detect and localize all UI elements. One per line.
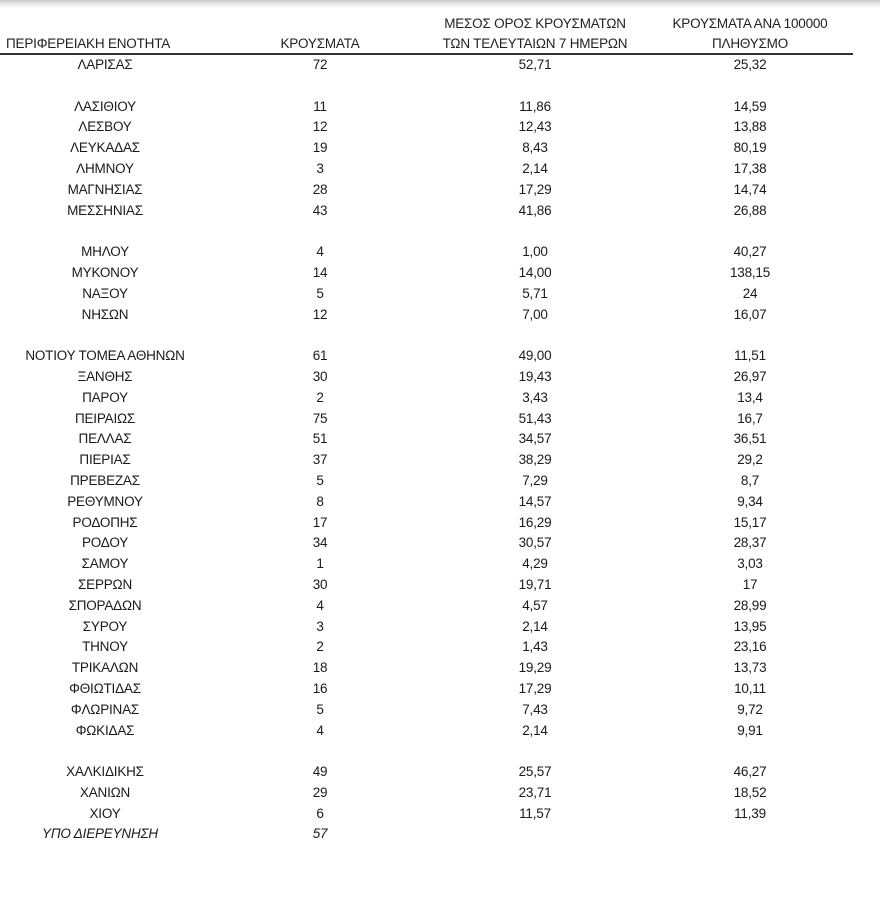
cell-cases: 18: [312, 660, 328, 676]
table-row: [0, 783, 880, 804]
blank-row: [0, 76, 880, 97]
cell-cases-per-100k: 9,91: [737, 722, 763, 738]
cell-regional-unit: ΧΑΝΙΩΝ: [79, 784, 131, 800]
table-row: [0, 55, 880, 76]
cell-regional-unit: ΧΑΛΚΙΔΙΚΗΣ: [66, 764, 144, 780]
cell-regional-unit: ΣΕΡΡΩΝ: [78, 576, 132, 592]
cell-cases-per-100k: 11,39: [734, 805, 766, 821]
cell-regional-unit: ΜΥΚΟΝΟΥ: [71, 264, 139, 280]
table-row: [0, 513, 880, 534]
cell-7day-average: 11,86: [519, 98, 551, 114]
cell-regional-unit: ΣΑΜΟΥ: [81, 556, 129, 572]
cell-7day-average: 14,00: [518, 264, 552, 280]
cell-cases: 72: [312, 57, 328, 72]
cell-regional-unit: ΜΑΓΝΗΣΙΑΣ: [67, 181, 143, 197]
table-row: [0, 367, 880, 388]
cell-cases: 30: [312, 576, 328, 592]
table-row: [0, 471, 880, 492]
cell-cases-per-100k: 13,95: [733, 618, 767, 634]
table-body: [0, 55, 880, 845]
table-row: [0, 492, 880, 513]
cell-cases: 16: [312, 680, 328, 696]
cell-7day-average: 41,86: [518, 202, 552, 218]
cell-cases: 1: [316, 556, 324, 572]
table-row: [0, 242, 880, 263]
cell-cases-per-100k: 29,2: [737, 452, 763, 468]
cell-regional-unit: ΝΟΤΙΟΥ ΤΟΜΕΑ ΑΘΗΝΩΝ: [25, 348, 185, 364]
cell-cases: 57: [312, 826, 328, 842]
column-header-7day-average-line2: ΤΩΝ ΤΕΛΕΥΤΑΙΩΝ 7 ΗΜΕΡΩΝ: [442, 36, 628, 51]
cell-cases: 28: [312, 181, 328, 197]
column-header-cases: ΚΡΟΥΣΜΑΤΑ: [280, 36, 360, 51]
cell-7day-average: 17,29: [518, 680, 552, 696]
cell-7day-average: 25,57: [518, 764, 552, 780]
cell-cases-per-100k: 18,52: [733, 784, 767, 800]
cell-cases: 5: [316, 472, 324, 488]
column-header-7day-average: [425, 14, 645, 54]
cell-regional-unit: ΛΑΡΙΣΑΣ: [77, 57, 133, 72]
cell-7day-average: 11,57: [519, 805, 551, 821]
cell-cases-per-100k: 10,11: [734, 680, 766, 696]
cell-cases-per-100k: 13,88: [733, 119, 767, 135]
cell-cases-per-100k: 36,51: [733, 431, 767, 447]
cell-cases-per-100k: 13,4: [737, 389, 763, 405]
cell-cases: 61: [312, 348, 328, 364]
table-row: [0, 700, 880, 721]
cell-regional-unit: ΡΟΔΟΥ: [81, 535, 129, 551]
table-row: [0, 617, 880, 638]
cell-7day-average: 19,43: [518, 368, 552, 384]
cell-cases-per-100k: 17: [742, 576, 758, 592]
table-row: [0, 180, 880, 201]
cell-cases: 19: [312, 140, 328, 156]
cell-regional-unit: ΛΕΥΚΑΔΑΣ: [70, 140, 140, 156]
cell-cases-per-100k: 24: [742, 285, 758, 301]
cell-cases-per-100k: 15,17: [733, 514, 767, 530]
cell-cases-per-100k: 40,27: [733, 244, 767, 260]
cell-regional-unit: ΝΑΞΟΥ: [82, 285, 128, 301]
cell-7day-average: 17,29: [518, 181, 552, 197]
cell-regional-unit: ΣΥΡΟΥ: [82, 618, 128, 634]
table-row: [0, 637, 880, 658]
cell-regional-unit: ΤΗΝΟΥ: [82, 639, 128, 655]
cell-cases-per-100k: 9,34: [737, 493, 763, 509]
cell-cases: 43: [312, 202, 328, 218]
column-header-cases-per-100k: [640, 14, 860, 54]
cell-cases: 4: [316, 722, 324, 738]
cell-regional-unit: ΡΕΘΥΜΝΟΥ: [67, 493, 143, 509]
cell-cases-per-100k: 11,51: [734, 348, 766, 364]
table-row: [0, 388, 880, 409]
cell-cases: 12: [312, 306, 328, 322]
cell-cases-per-100k: 16,7: [737, 410, 763, 426]
cell-cases-per-100k: 9,72: [737, 701, 763, 717]
cell-7day-average: 1,00: [522, 244, 548, 260]
table-row: [0, 554, 880, 575]
table-row: [0, 159, 880, 180]
cell-regional-unit: ΞΑΝΘΗΣ: [77, 368, 133, 384]
table-row: [0, 575, 880, 596]
cell-cases: 6: [316, 805, 324, 821]
cell-regional-unit: ΛΗΜΝΟΥ: [76, 160, 134, 176]
cell-cases: 8: [316, 493, 324, 509]
cell-cases-per-100k: 46,27: [733, 764, 767, 780]
table-row: [0, 658, 880, 679]
cell-cases: 51: [312, 431, 328, 447]
cell-regional-unit: ΠΑΡΟΥ: [82, 389, 128, 405]
cell-regional-unit: ΠΙΕΡΙΑΣ: [79, 452, 131, 468]
cell-7day-average: 2,14: [522, 160, 548, 176]
cell-cases: 34: [312, 535, 328, 551]
cell-regional-unit: ΣΠΟΡΑΔΩΝ: [68, 597, 142, 613]
cell-cases-per-100k: 138,15: [729, 264, 771, 280]
cell-regional-unit: ΠΡΕΒΕΖΑΣ: [70, 472, 140, 488]
cell-regional-unit: ΝΗΣΩΝ: [81, 306, 129, 322]
cell-7day-average: 1,43: [522, 639, 548, 655]
table-row: [0, 721, 880, 742]
cell-7day-average: 7,29: [522, 472, 548, 488]
cell-regional-unit: ΡΟΔΟΠΗΣ: [72, 514, 138, 530]
cell-regional-unit: ΧΙΟΥ: [89, 805, 121, 821]
cell-7day-average: 38,29: [518, 452, 552, 468]
column-header-regional-unit: ΠΕΡΙΦΕΡΕΙΑΚΗ ΕΝΟΤΗΤΑ: [6, 36, 171, 51]
cell-7day-average: 4,29: [522, 556, 548, 572]
cell-cases: 30: [312, 368, 328, 384]
cell-7day-average: 12,43: [518, 119, 552, 135]
cell-7day-average: 7,00: [522, 306, 548, 322]
table-row: [0, 429, 880, 450]
cell-cases-per-100k: 14,59: [733, 98, 767, 114]
cell-cases: 75: [312, 410, 328, 426]
cell-7day-average: 23,71: [518, 784, 552, 800]
cell-regional-unit: ΠΕΛΛΑΣ: [78, 431, 132, 447]
cell-7day-average: 2,14: [522, 722, 548, 738]
cell-7day-average: 49,00: [518, 348, 552, 364]
cell-cases: 14: [312, 264, 328, 280]
cell-7day-average: 34,57: [518, 431, 552, 447]
table-row: [0, 97, 880, 118]
table-row: [0, 201, 880, 222]
table-row: [0, 305, 880, 326]
cell-7day-average: 7,43: [522, 701, 548, 717]
cell-cases: 37: [312, 452, 328, 468]
cell-cases: 4: [316, 244, 324, 260]
column-header-cases-per-100k-line2: ΠΛΗΘΥΣΜΟ: [711, 36, 789, 51]
cell-7day-average: 2,14: [522, 618, 548, 634]
cell-cases: 29: [312, 784, 328, 800]
blank-row: [0, 741, 880, 762]
cell-cases-per-100k: 23,16: [733, 639, 767, 655]
table-row: [0, 679, 880, 700]
cell-regional-unit: ΦΩΚΙΔΑΣ: [75, 722, 135, 738]
cell-regional-unit: ΜΕΣΣΗΝΙΑΣ: [67, 202, 143, 218]
cell-cases: 49: [312, 764, 328, 780]
table-row: [0, 804, 880, 825]
cell-cases-per-100k: 26,97: [733, 368, 767, 384]
cell-cases-per-100k: 17,38: [733, 160, 767, 176]
table-row: [0, 409, 880, 430]
cell-7day-average: 5,71: [522, 285, 548, 301]
cell-cases-per-100k: 3,03: [737, 556, 763, 572]
blank-row: [0, 221, 880, 242]
cell-7day-average: 4,57: [522, 597, 548, 613]
cell-regional-unit: ΛΕΣΒΟΥ: [78, 119, 132, 135]
cell-cases-per-100k: 14,74: [733, 181, 767, 197]
cell-regional-unit: ΜΗΛΟΥ: [81, 244, 129, 260]
cell-7day-average: 14,57: [518, 493, 552, 509]
table-row: [0, 284, 880, 305]
cell-cases-per-100k: 28,37: [733, 535, 767, 551]
table-row: [0, 263, 880, 284]
cell-regional-unit: ΤΡΙΚΑΛΩΝ: [71, 660, 139, 676]
cell-cases-per-100k: 80,19: [733, 140, 767, 156]
cell-regional-unit: ΥΠΟ ΔΙΕΡΕΥΝΗΣΗ: [42, 826, 158, 842]
blank-row: [0, 325, 880, 346]
table-row: [0, 533, 880, 554]
column-header-cases-per-100k-line1: ΚΡΟΥΣΜΑΤΑ ΑΝΑ 100000: [672, 16, 828, 31]
table-row: [0, 346, 880, 367]
table-row: [0, 824, 880, 845]
table-row: [0, 117, 880, 138]
cell-cases-per-100k: 13,73: [733, 660, 767, 676]
cell-cases: 3: [316, 160, 324, 176]
cell-cases-per-100k: 16,07: [733, 306, 767, 322]
table-row: [0, 596, 880, 617]
cell-cases: 2: [316, 639, 324, 655]
cell-7day-average: 8,43: [522, 140, 548, 156]
cell-cases: 11: [313, 98, 327, 114]
cell-cases: 4: [316, 597, 324, 613]
cell-regional-unit: ΦΘΙΩΤΙΔΑΣ: [69, 680, 141, 696]
cell-cases-per-100k: 28,99: [733, 597, 767, 613]
cell-regional-unit: ΛΑΣΙΘΙΟΥ: [74, 98, 136, 114]
cell-cases-per-100k: 25,32: [733, 57, 767, 72]
cell-7day-average: 51,43: [518, 410, 552, 426]
cell-regional-unit: ΦΛΩΡΙΝΑΣ: [70, 701, 140, 717]
cell-cases: 5: [316, 701, 324, 717]
table-row: [0, 762, 880, 783]
cell-cases: 12: [312, 119, 328, 135]
cell-7day-average: 52,71: [518, 57, 552, 72]
cell-cases-per-100k: 8,7: [740, 472, 760, 488]
table-row: [0, 450, 880, 471]
cell-regional-unit: ΠΕΙΡΑΙΩΣ: [74, 410, 136, 426]
cell-7day-average: 3,43: [522, 389, 548, 405]
table-row: [0, 138, 880, 159]
cell-7day-average: 19,71: [518, 576, 552, 592]
cell-7day-average: 30,57: [518, 535, 552, 551]
viewer-top-shadow: [0, 0, 880, 8]
cell-7day-average: 19,29: [518, 660, 552, 676]
cell-cases: 2: [316, 389, 324, 405]
cell-cases: 5: [316, 285, 324, 301]
cell-cases: 3: [316, 618, 324, 634]
column-header-7day-average-line1: ΜΕΣΟΣ ΟΡΟΣ ΚΡΟΥΣΜΑΤΩΝ: [444, 16, 626, 31]
cell-cases: 17: [312, 514, 328, 530]
cell-cases-per-100k: 26,88: [733, 202, 767, 218]
cell-7day-average: 16,29: [518, 514, 552, 530]
